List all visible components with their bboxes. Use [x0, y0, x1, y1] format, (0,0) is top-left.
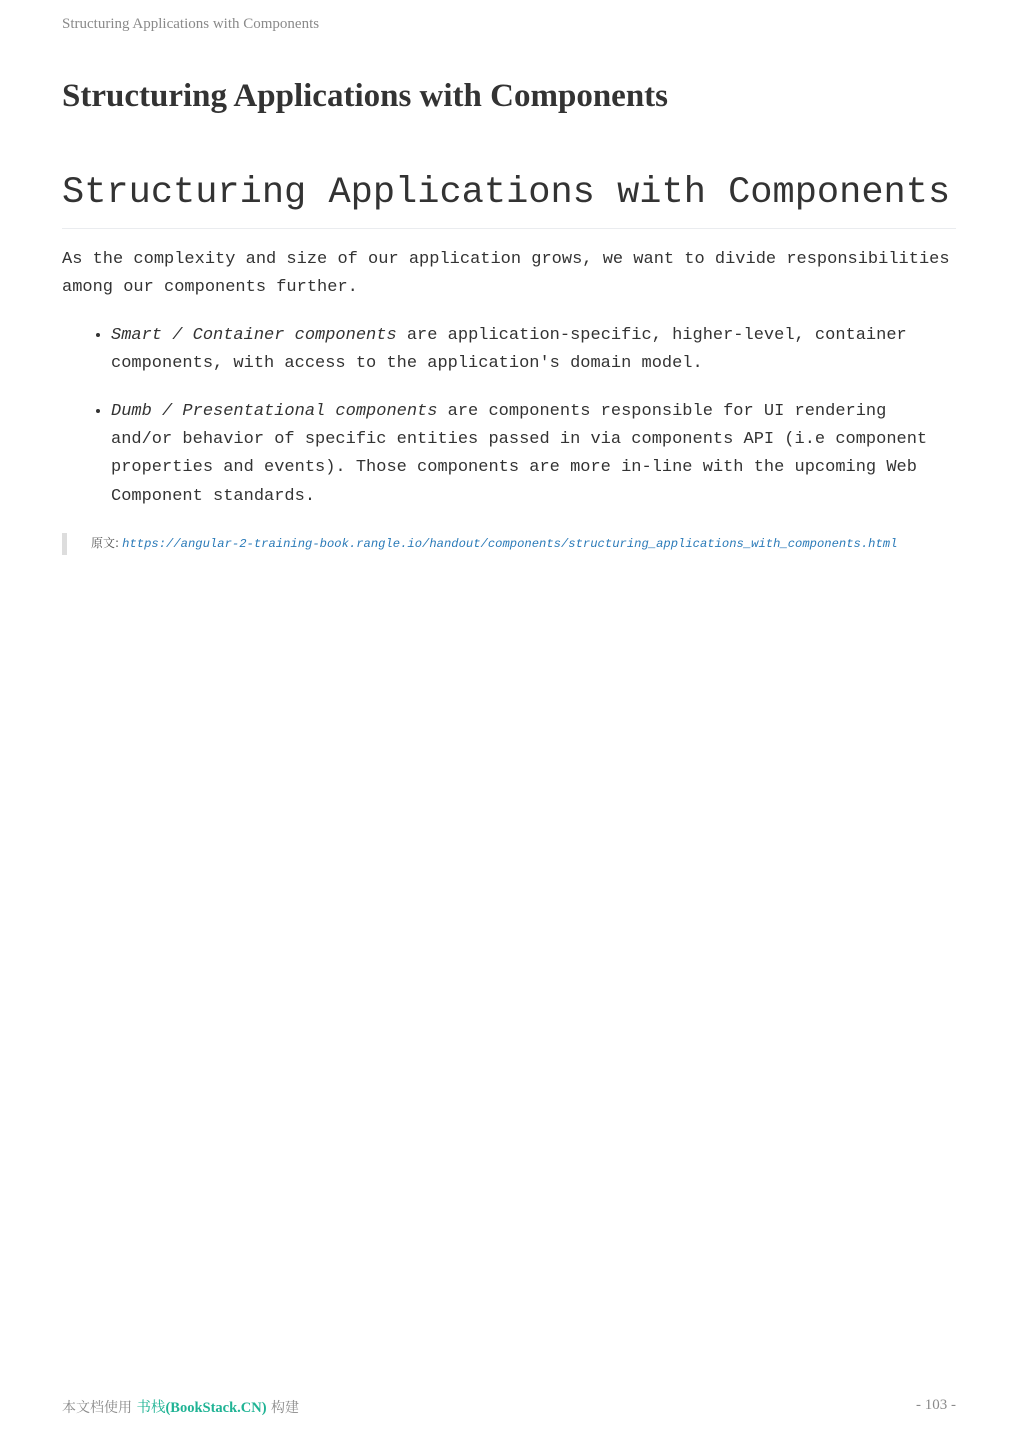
footer-suffix: 构建 — [271, 1400, 300, 1416]
list-item-dumb-components — [111, 398, 956, 512]
list-item-smart-components — [111, 322, 956, 379]
intro-paragraph: As the complexity and size of our application grows, we want to divide responsibilities among our components further. — [62, 250, 950, 298]
source-blockquote — [62, 533, 956, 555]
document-title: Structuring Applications with Components — [62, 78, 669, 114]
footer-prefix: 本文档使用 — [62, 1400, 132, 1416]
page-number: - 103 - — [916, 1397, 956, 1413]
brand-cjk: 书栈 — [136, 1400, 166, 1416]
list-item-term: Smart / Container components — [111, 325, 397, 345]
list-item-text: are components responsible for UI rendering and/or behavior of specific entities passed in via components API (i.e component properties and events). Those components are more in-line with the upcoming Web Component standards. — [111, 401, 928, 506]
source-link[interactable]: https://angular-2-training-book.rangle.io/handout/components/structuring_applications_with_components.html — [122, 537, 898, 551]
list-item-text: are application-specific, higher-level, container components, with access to the application's domain model. — [111, 325, 907, 374]
article-body — [62, 246, 956, 530]
running-header: Structuring Applications with Components — [62, 16, 320, 32]
brand-latin: (BookStack.CN) — [165, 1400, 267, 1416]
footer-credit — [62, 1396, 299, 1417]
list-item-term: Dumb / Presentational components — [111, 401, 438, 421]
section-heading: Structuring Applications with Components — [62, 172, 956, 229]
bookstack-link[interactable] — [136, 1400, 266, 1416]
source-label: 原文: — [91, 536, 120, 550]
component-types-list — [62, 322, 956, 511]
